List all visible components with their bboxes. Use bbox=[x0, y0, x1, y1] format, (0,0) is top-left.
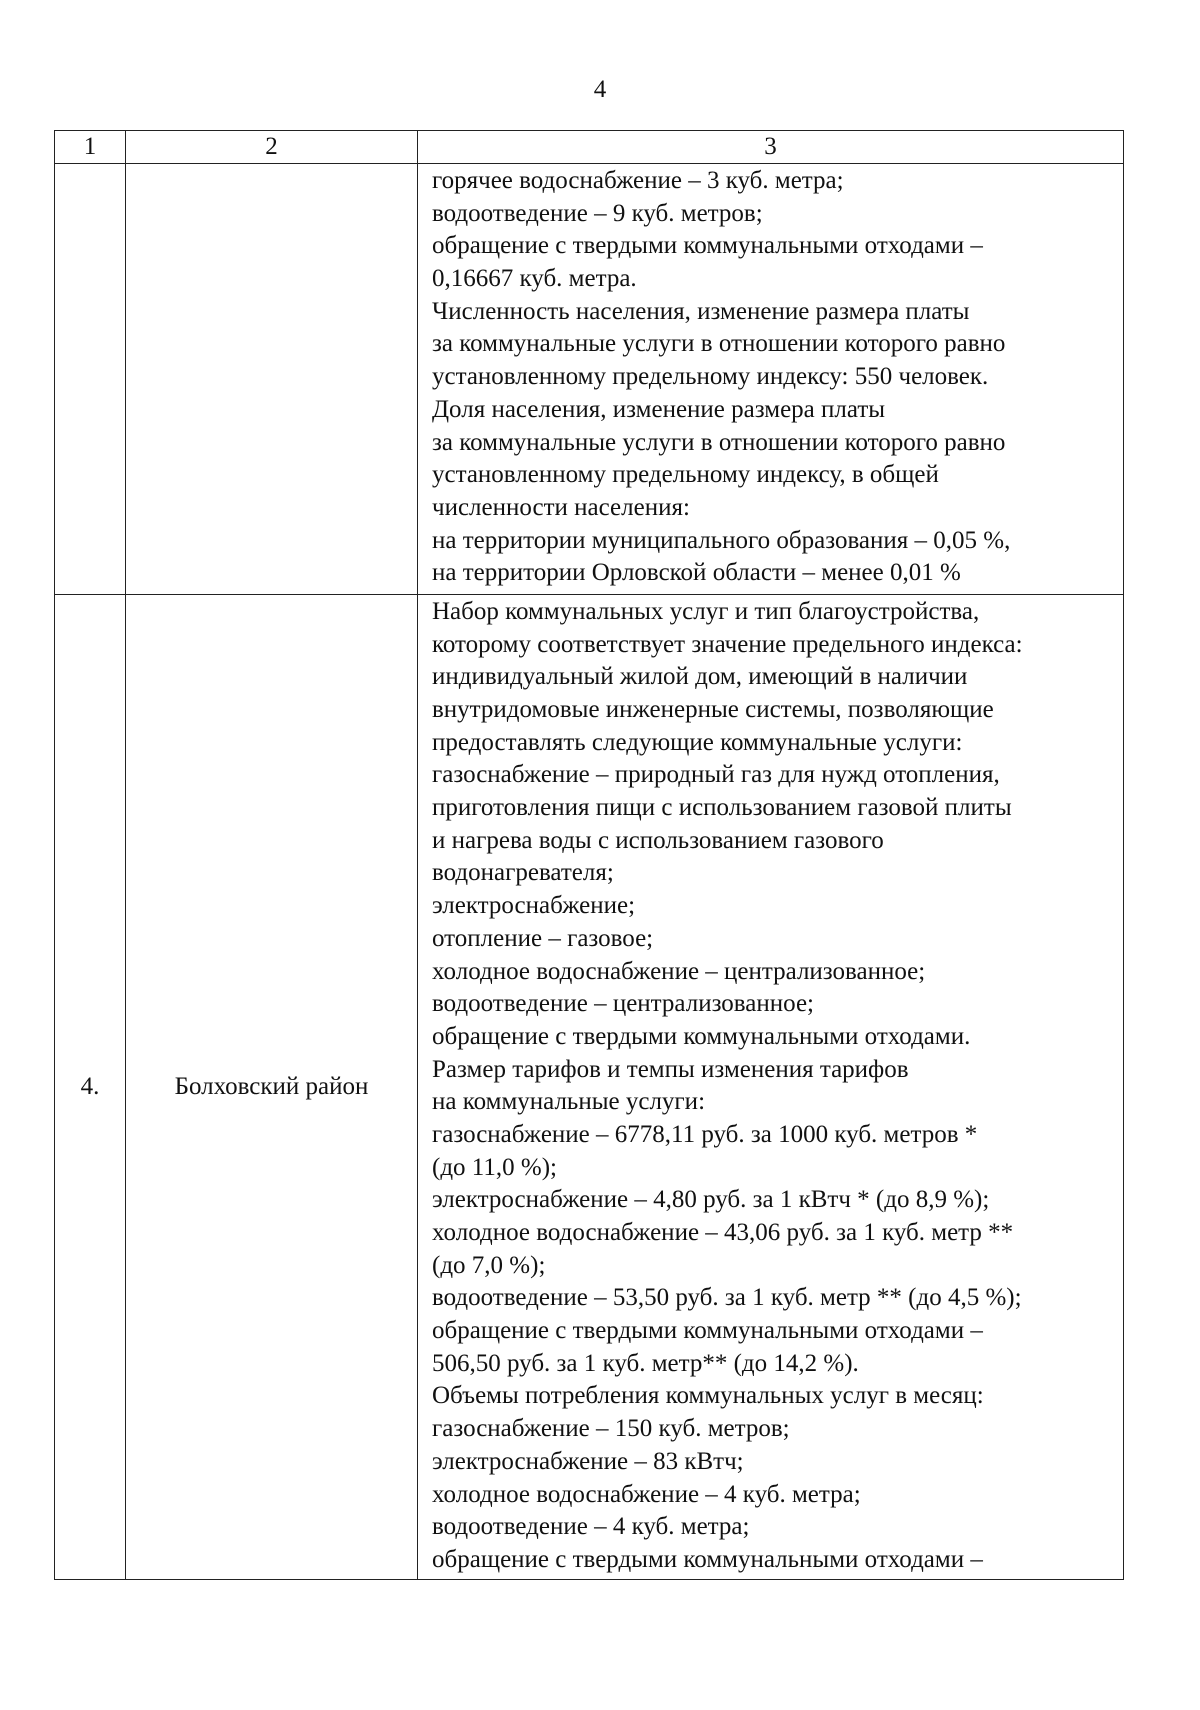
text-line: (до 7,0 %); bbox=[432, 1251, 546, 1279]
text-line: водоотведение – 53,50 руб. за 1 куб. метр ** (до 4,5 %); bbox=[432, 1284, 1022, 1312]
text-line: газоснабжение – 6778,11 руб. за 1000 куб. метров * bbox=[432, 1120, 978, 1148]
text-line: за коммунальные услуги в отношении которого равно bbox=[432, 330, 1006, 358]
text-line: численности населения: bbox=[432, 493, 690, 521]
text-line: водоотведение – 9 куб. метров; bbox=[432, 199, 763, 227]
text-line: газоснабжение – природный газ для нужд отопления, bbox=[432, 761, 1000, 789]
text-line: обращение с твердыми коммунальными отходами. bbox=[432, 1022, 971, 1050]
text-line: обращение с твердыми коммунальными отходами – bbox=[432, 1545, 983, 1573]
text-line: внутридомовые инженерные системы, позволяющие bbox=[432, 696, 994, 723]
text-line: на территории Орловской области – менее 0,01 % bbox=[432, 559, 961, 587]
text-line: отопление – газовое; bbox=[432, 924, 654, 952]
text-line: предоставлять следующие коммунальные услуги: bbox=[432, 728, 963, 756]
text-line: установленному предельному индексу, в общей bbox=[432, 461, 939, 489]
row-number-cell bbox=[55, 164, 126, 595]
table-header-row bbox=[55, 131, 1124, 164]
text-line: и нагрева воды с использованием газового bbox=[432, 826, 884, 854]
text-line: 0,16667 куб. метра. bbox=[432, 265, 637, 293]
district-cell bbox=[126, 164, 418, 595]
text-line: электроснабжение – 83 кВтч; bbox=[432, 1447, 744, 1475]
text-line: Размер тарифов и темпы изменения тарифов bbox=[432, 1055, 909, 1083]
text-line: газоснабжение – 150 куб. метров; bbox=[432, 1415, 790, 1443]
text-line: электроснабжение – 4,80 руб. за 1 кВтч * (до 8,9 %); bbox=[432, 1186, 990, 1214]
header-col-1: 1 bbox=[55, 131, 126, 164]
text-line: индивидуальный жилой дом, имеющий в наличии bbox=[432, 663, 968, 691]
details-text bbox=[418, 595, 1123, 1579]
text-line: холодное водоснабжение – централизованное; bbox=[432, 957, 926, 985]
text-line: горячее водоснабжение – 3 куб. метра; bbox=[432, 167, 844, 194]
table-row-continuation bbox=[55, 164, 1124, 595]
text-line: электроснабжение; bbox=[432, 892, 636, 920]
text-line: 506,50 руб. за 1 куб. метр** (до 14,2 %). bbox=[432, 1349, 859, 1377]
text-line: за коммунальные услуги в отношении которого равно bbox=[432, 428, 1006, 456]
text-line: водонагревателя; bbox=[432, 859, 614, 887]
details-cell bbox=[418, 164, 1124, 595]
text-line: (до 11,0 %); bbox=[432, 1153, 557, 1181]
tariff-table bbox=[54, 130, 1124, 1580]
text-line: холодное водоснабжение – 4 куб. метра; bbox=[432, 1480, 861, 1508]
details-text bbox=[418, 164, 1123, 594]
header-col-2: 2 bbox=[126, 131, 418, 164]
text-line: Численность населения, изменение размера платы bbox=[432, 297, 970, 325]
page-number: 4 bbox=[593, 76, 607, 103]
text-line: приготовления пищи с использованием газовой плиты bbox=[432, 794, 1012, 822]
text-line: установленному предельному индексу: 550 человек. bbox=[432, 363, 989, 391]
text-line: водоотведение – 4 куб. метра; bbox=[432, 1513, 750, 1541]
text-line: обращение с твердыми коммунальными отходами – bbox=[432, 1317, 983, 1345]
header-col-3: 3 bbox=[418, 131, 1124, 164]
district-cell: Болховский район bbox=[126, 594, 418, 1579]
text-line: Объемы потребления коммунальных услуг в месяц: bbox=[432, 1382, 984, 1410]
text-line: Набор коммунальных услуг и тип благоустройства, bbox=[432, 597, 980, 625]
row-number-cell: 4. bbox=[55, 594, 126, 1579]
text-line: обращение с твердыми коммунальными отходами – bbox=[432, 232, 983, 260]
text-line: которому соответствует значение предельного индекса: bbox=[432, 630, 1023, 658]
text-line: водоотведение – централизованное; bbox=[432, 990, 814, 1018]
text-line: Доля населения, изменение размера платы bbox=[432, 395, 886, 423]
table-row-bolkhov bbox=[55, 594, 1124, 1579]
details-cell bbox=[418, 594, 1124, 1579]
text-line: на коммунальные услуги: bbox=[432, 1088, 706, 1116]
text-line: холодное водоснабжение – 43,06 руб. за 1 куб. метр ** bbox=[432, 1219, 1014, 1246]
text-line: на территории муниципального образования – 0,05 %, bbox=[432, 526, 1011, 554]
